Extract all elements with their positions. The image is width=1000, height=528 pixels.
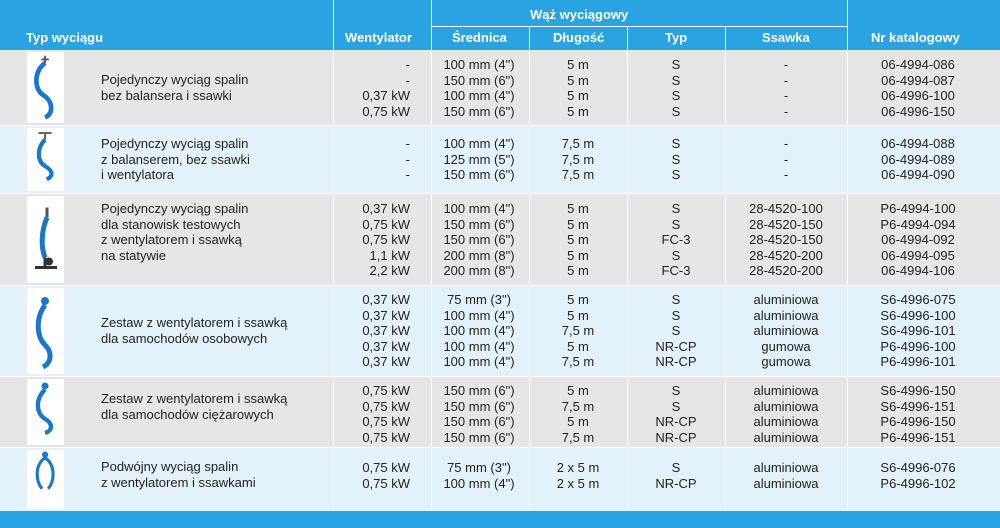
hose-diameter-value: 150 mm (6") (443, 103, 515, 119)
extractor-description (101, 315, 287, 346)
hose-diameter-column-cell (432, 57, 526, 119)
hose-diameter-value: 100 mm (4") (443, 88, 515, 103)
description-line: Zestaw z wentylatorem i ssawką (101, 315, 288, 330)
hose-diameter-value: 150 mm (6") (443, 383, 515, 398)
catalog-number-value: P6-4994-100 (880, 201, 956, 216)
description-line: na statywie (101, 247, 167, 263)
fan-power-value: - (405, 57, 410, 72)
hose-type-column-cell (628, 57, 724, 119)
column-divider (847, 0, 848, 511)
nozzle-value: - (783, 88, 789, 103)
hose-type-value: S (671, 151, 681, 167)
catalog-number-value: S6-4996-100 (880, 307, 956, 323)
hose-length-value: 5 m (567, 292, 589, 307)
header-srednica: Średnica (452, 30, 507, 45)
catalog-number-value: 06-4994-086 (881, 57, 955, 72)
fan-power-value: 0,37 kW (362, 338, 410, 354)
hose-length-value: 5 m (567, 232, 589, 247)
catalog-number-value: 06-4994-090 (881, 167, 955, 182)
fan-power-value: 0,37 kW (362, 354, 410, 369)
catalog-number-value: 06-4994-106 (881, 263, 955, 278)
hose-length-value: 7,5 m (561, 167, 595, 182)
table-row (0, 194, 1000, 285)
header-group-divider (431, 26, 847, 27)
nozzle-value: - (783, 72, 789, 88)
hose-type-value: S (671, 103, 681, 119)
fan-power-value: 0,75 kW (362, 475, 410, 491)
hose-length-column-cell (530, 136, 626, 183)
table-row (0, 286, 1000, 376)
hose-type-value: S (671, 167, 681, 182)
catalog-number-value: 06-4994-092 (881, 232, 955, 247)
catalog-number-value: P6-4996-102 (880, 475, 956, 491)
hose-diameter-value: 150 mm (6") (443, 232, 515, 247)
hose-diameter-value: 100 mm (4") (443, 307, 515, 323)
header-typ-wyciagu: Typ wyciągu (26, 30, 104, 45)
hose-diameter-value: 125 mm (5") (443, 151, 515, 167)
hose-type-value: S (671, 460, 681, 475)
nozzle-column-cell (726, 383, 846, 445)
hose-length-column-cell (530, 383, 626, 445)
nozzle-value: aluminiowa (753, 460, 819, 475)
catalog-number-value: 06-4994-095 (881, 247, 955, 263)
catalog-number-column-cell (848, 292, 988, 370)
nozzle-value: - (783, 151, 789, 167)
fan-power-value: 1,1 kW (369, 247, 410, 263)
double-extractor-icon (27, 450, 64, 509)
hose-type-value: S (671, 323, 681, 338)
hose-length-value: 5 m (567, 88, 589, 103)
car-extractor-set-icon (27, 288, 64, 374)
column-divider (725, 26, 726, 511)
hose-length-value: 5 m (567, 216, 589, 232)
extractor-description (101, 136, 250, 183)
hose-type-value: FC-3 (661, 263, 691, 278)
hose-type-value: S (671, 201, 681, 216)
nozzle-value: gumowa (761, 354, 811, 369)
hose-type-value: S (671, 57, 681, 72)
column-divider (431, 0, 432, 511)
hose-length-value: 5 m (567, 414, 589, 429)
hose-length-value: 7,5 m (561, 354, 595, 369)
nozzle-value: 28-4520-150 (749, 216, 823, 232)
nozzle-value: - (783, 103, 789, 119)
hose-diameter-column-cell (432, 460, 526, 491)
fan-power-column-cell (340, 136, 410, 183)
catalog-number-column-cell (848, 460, 988, 491)
hose-length-value: 7,5 m (561, 151, 595, 167)
hose-length-value: 5 m (567, 263, 589, 278)
fan-power-column-cell (340, 57, 410, 119)
hose-diameter-column-cell (432, 292, 526, 370)
table-row (0, 126, 1000, 193)
hose-length-value: 5 m (567, 338, 589, 354)
description-line: z wentylatorem i ssawką (101, 232, 242, 247)
hose-diameter-value: 100 mm (4") (443, 354, 515, 369)
description-line: bez balansera i ssawki (101, 87, 232, 103)
fan-power-value: 0,75 kW (362, 216, 410, 232)
nozzle-column-cell (726, 201, 846, 279)
extractor-description (101, 201, 248, 263)
hose-diameter-value: 150 mm (6") (443, 398, 515, 414)
description-line: Pojedynczy wyciąg spalin (101, 136, 249, 151)
fan-power-value: - (405, 167, 410, 182)
table-row (0, 377, 1000, 447)
catalog-number-value: 06-4996-100 (881, 88, 955, 103)
extractor-description (101, 72, 248, 103)
hose-type-value: S (671, 247, 681, 263)
hose-type-value: S (671, 398, 681, 414)
hose-length-column-cell (530, 460, 626, 491)
fan-power-value: 0,75 kW (362, 460, 410, 475)
extractor-description (101, 459, 256, 490)
description-line: dla samochodów ciężarowych (101, 406, 274, 422)
catalog-number-value: P6-4994-094 (880, 216, 956, 232)
nozzle-column-cell (726, 460, 846, 491)
hose-length-value: 5 m (567, 307, 589, 323)
hose-type-column-cell (628, 201, 724, 279)
nozzle-value: aluminiowa (753, 429, 819, 445)
fan-power-value: 0,37 kW (362, 307, 410, 323)
fan-power-value: 0,37 kW (362, 292, 410, 307)
nozzle-value: aluminiowa (753, 323, 819, 338)
nozzle-value: aluminiowa (753, 475, 819, 491)
fan-power-value: 2,2 kW (369, 263, 410, 278)
column-divider (529, 26, 530, 511)
catalog-number-value: S6-4996-076 (880, 460, 956, 475)
nozzle-value: - (783, 57, 789, 72)
hose-type-column-cell (628, 460, 724, 491)
fan-power-value: 0,75 kW (362, 414, 410, 429)
catalog-number-value: S6-4996-075 (880, 292, 956, 307)
nozzle-value: aluminiowa (753, 398, 819, 414)
table-footer-bar (0, 511, 1000, 528)
fan-power-value: 0,75 kW (362, 398, 410, 414)
hose-type-value: S (671, 307, 681, 323)
nozzle-value: gumowa (761, 338, 811, 354)
hose-diameter-value: 100 mm (4") (443, 136, 515, 151)
nozzle-value: aluminiowa (753, 414, 819, 429)
fan-power-column-cell (340, 460, 410, 491)
description-line: Podwójny wyciąg spalin (101, 459, 239, 474)
fan-power-column-cell (340, 383, 410, 445)
nozzle-value: 28-4520-200 (749, 263, 823, 278)
nozzle-value: - (783, 167, 789, 182)
single-hose-extractor-icon (27, 52, 64, 123)
hose-diameter-value: 100 mm (4") (443, 323, 515, 338)
column-divider (627, 26, 628, 511)
hose-type-value: S (671, 216, 681, 232)
hose-length-value: 5 m (567, 103, 589, 119)
hose-length-value: 5 m (567, 201, 589, 216)
description-line: dla stanowisk testowych (101, 216, 241, 232)
hose-length-column-cell (530, 201, 626, 279)
fan-power-column-cell (340, 201, 410, 279)
catalog-number-value: 06-4994-087 (881, 72, 955, 88)
description-line: i wentylatora (101, 167, 174, 182)
catalog-number-value: 06-4994-088 (881, 136, 955, 151)
catalog-number-column-cell (848, 57, 988, 119)
hose-diameter-value: 75 mm (3") (447, 460, 511, 475)
column-divider (333, 0, 334, 511)
hose-diameter-value: 100 mm (4") (443, 475, 515, 491)
hose-length-value: 7,5 m (561, 323, 595, 338)
header-waz-wyciagowy: Wąż wyciągowy (530, 7, 629, 22)
fan-power-value: - (405, 151, 410, 167)
hose-length-column-cell (530, 57, 626, 119)
nozzle-value: aluminiowa (753, 383, 819, 398)
hose-type-column-cell (628, 136, 724, 183)
hose-length-value: 5 m (567, 72, 589, 88)
nozzle-value: - (783, 136, 789, 151)
extractor-description (101, 391, 287, 422)
hose-type-value: S (671, 383, 681, 398)
description-line: z balanserem, bez ssawki (101, 151, 250, 167)
hose-length-value: 2 x 5 m (556, 460, 600, 475)
description-line: Pojedynczy wyciąg spalin (101, 72, 249, 87)
hose-type-value: FC-3 (661, 232, 691, 247)
nozzle-column-cell (726, 57, 846, 119)
catalog-number-value: P6-4996-150 (880, 414, 956, 429)
hose-diameter-value: 150 mm (6") (443, 429, 515, 445)
fan-power-column-cell (340, 292, 410, 370)
nozzle-value: 28-4520-200 (749, 247, 823, 263)
hose-with-balancer-icon (27, 128, 64, 191)
hose-type-value: NR-CP (655, 429, 697, 445)
table-row (0, 448, 1000, 511)
truck-extractor-set-icon (27, 379, 64, 445)
fan-power-value: 0,37 kW (362, 201, 410, 216)
hose-diameter-column-cell (432, 136, 526, 183)
header-nr-katalogowy: Nr katalogowy (871, 30, 960, 45)
catalog-number-column-cell (848, 383, 988, 445)
hose-length-value: 2 x 5 m (556, 475, 600, 491)
hose-type-column-cell (628, 383, 724, 445)
hose-type-value: NR-CP (655, 414, 697, 429)
catalog-number-value: P6-4996-100 (880, 338, 956, 354)
hose-type-column-cell (628, 292, 724, 370)
description-line: Pojedynczy wyciąg spalin (101, 201, 249, 216)
description-line: dla samochodów osobowych (101, 330, 268, 346)
hose-type-value: S (671, 88, 681, 103)
hose-type-value: NR-CP (655, 475, 697, 491)
fan-power-value: 0,75 kW (362, 103, 410, 119)
hose-diameter-column-cell (432, 383, 526, 445)
nozzle-column-cell (726, 136, 846, 183)
catalog-number-value: 06-4994-089 (881, 151, 955, 167)
hose-length-value: 7,5 m (561, 398, 595, 414)
hose-diameter-value: 150 mm (6") (443, 167, 515, 182)
hose-diameter-value: 150 mm (6") (443, 414, 515, 429)
fan-power-value: 0,37 kW (362, 88, 410, 103)
hose-length-value: 7,5 m (561, 136, 595, 151)
description-line: Zestaw z wentylatorem i ssawką (101, 391, 288, 406)
hose-length-value: 5 m (567, 247, 589, 263)
fan-power-value: 0,75 kW (362, 429, 410, 445)
hose-diameter-value: 150 mm (6") (443, 72, 515, 88)
table-header (0, 0, 1000, 50)
nozzle-column-cell (726, 292, 846, 370)
fan-power-value: 0,75 kW (362, 383, 410, 398)
header-wentylator: Wentylator (345, 30, 412, 45)
catalog-number-value: S6-4996-150 (880, 383, 956, 398)
fan-power-value: - (405, 136, 410, 151)
description-line: z wentylatorem i ssawkami (101, 474, 256, 490)
catalog-number-column-cell (848, 201, 988, 279)
table-row (0, 50, 1000, 125)
catalog-number-column-cell (848, 136, 988, 183)
header-dlugosc: Długość (553, 30, 605, 45)
header-typ: Typ (665, 30, 688, 45)
nozzle-value: 28-4520-150 (749, 232, 823, 247)
hose-type-value: NR-CP (655, 338, 697, 354)
nozzle-value: 28-4520-100 (749, 201, 823, 216)
nozzle-value: aluminiowa (753, 307, 819, 323)
hose-diameter-value: 200 mm (8") (443, 247, 515, 263)
hose-length-value: 5 m (567, 383, 589, 398)
catalog-number-value: P6-4996-101 (880, 354, 956, 369)
hose-type-value: S (671, 292, 681, 307)
hose-type-value: S (671, 72, 681, 88)
nozzle-value: aluminiowa (753, 292, 819, 307)
hose-length-value: 5 m (567, 57, 589, 72)
hose-type-value: S (671, 136, 681, 151)
hose-length-column-cell (530, 292, 626, 370)
hose-diameter-value: 100 mm (4") (443, 57, 515, 72)
hose-diameter-value: 100 mm (4") (443, 201, 515, 216)
hose-length-value: 7,5 m (561, 429, 595, 445)
hose-type-value: NR-CP (655, 354, 697, 369)
hose-diameter-value: 150 mm (6") (443, 216, 515, 232)
catalog-number-value: 06-4996-150 (881, 103, 955, 119)
hose-diameter-value: 75 mm (3") (447, 292, 511, 307)
hose-diameter-value: 200 mm (8") (443, 263, 515, 278)
catalog-number-value: S6-4996-101 (880, 323, 956, 338)
header-ssawka: Ssawka (762, 30, 810, 45)
catalog-number-value: P6-4996-151 (880, 429, 956, 445)
catalog-number-value: S6-4996-151 (880, 398, 956, 414)
stand-extractor-icon (27, 196, 64, 283)
hose-diameter-column-cell (432, 201, 526, 279)
hose-diameter-value: 100 mm (4") (443, 338, 515, 354)
fan-power-value: 0,37 kW (362, 323, 410, 338)
fan-power-value: 0,75 kW (362, 232, 410, 247)
fan-power-value: - (405, 72, 410, 88)
